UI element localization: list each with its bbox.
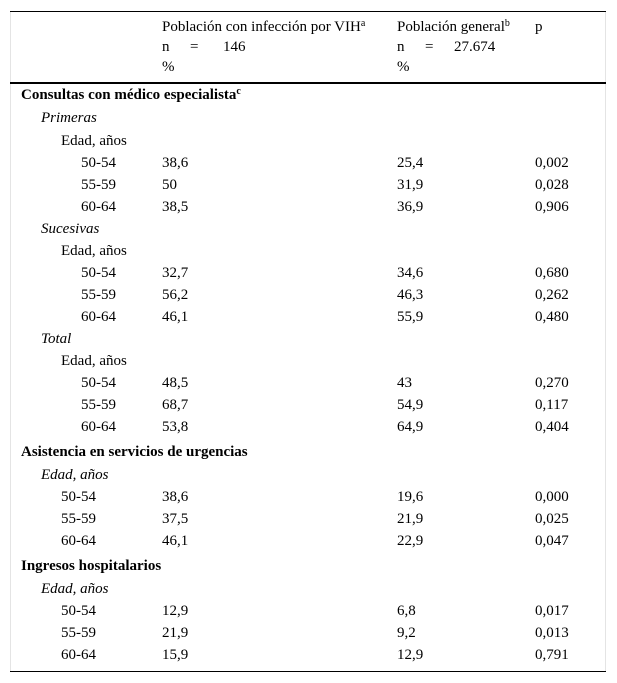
row-age: 50-54 [61, 603, 96, 619]
group-label: Edad, años [61, 133, 127, 149]
row-p: 0,017 [535, 603, 569, 619]
row-age: 50-54 [61, 489, 96, 505]
group-label: Edad, años [61, 243, 127, 259]
row-age: 55-59 [61, 511, 96, 527]
row-vih: 68,7 [162, 397, 189, 413]
row-p: 0,028 [535, 177, 569, 193]
header-col-general-n-value: 27.674 [454, 39, 496, 55]
row-general: 46,3 [397, 287, 424, 303]
group-label: Edad, años [41, 467, 109, 483]
subsection-title: Primeras [41, 110, 97, 126]
header-col-vih-sup: a [360, 18, 366, 29]
row-vih: 32,7 [162, 265, 189, 281]
row-general: 43 [397, 375, 412, 391]
header-col-vih-n-value: 146 [223, 39, 246, 55]
row-vih: 48,5 [162, 375, 189, 391]
row-vih: 46,1 [162, 533, 189, 549]
row-general: 9,2 [397, 625, 416, 641]
row-general: 34,6 [397, 265, 424, 281]
row-age: 50-54 [81, 375, 116, 391]
row-general: 64,9 [397, 419, 424, 435]
row-age: 60-64 [61, 533, 96, 549]
row-p: 0,000 [535, 489, 569, 505]
row-p: 0,791 [535, 647, 569, 663]
row-age: 60-64 [81, 199, 116, 215]
row-vih: 21,9 [162, 625, 189, 641]
row-age: 60-64 [81, 419, 116, 435]
header-col-general-n-label: n [397, 39, 405, 55]
header-col-general-unit: % [397, 59, 410, 75]
row-vih: 15,9 [162, 647, 189, 663]
header-col-vih-eq: = [190, 39, 199, 55]
section-title-ingresos: Ingresos hospitalarios [21, 558, 162, 574]
subsection-title: Total [41, 331, 72, 347]
section-title-text: Consultas con médico especialista [21, 87, 237, 103]
row-p: 0,262 [535, 287, 569, 303]
row-p: 0,906 [535, 199, 569, 215]
row-age: 50-54 [81, 265, 116, 281]
row-age: 60-64 [61, 647, 96, 663]
row-vih: 50 [162, 177, 177, 193]
row-p: 0,047 [535, 533, 569, 549]
row-p: 0,013 [535, 625, 569, 641]
table-header-rule [10, 82, 606, 84]
row-general: 54,9 [397, 397, 424, 413]
row-p: 0,002 [535, 155, 569, 171]
header-col-general-sup: b [504, 18, 510, 29]
row-vih: 38,6 [162, 489, 189, 505]
subsection-title: Sucesivas [41, 221, 100, 237]
row-p: 0,270 [535, 375, 569, 391]
row-general: 55,9 [397, 309, 424, 325]
row-vih: 12,9 [162, 603, 189, 619]
row-age: 55-59 [81, 287, 116, 303]
section-title-consultas [21, 86, 241, 104]
row-age: 60-64 [81, 309, 116, 325]
group-label: Edad, años [61, 353, 127, 369]
row-vih: 38,6 [162, 155, 189, 171]
header-col-general-eq: = [425, 39, 434, 55]
row-vih: 56,2 [162, 287, 189, 303]
row-vih: 53,8 [162, 419, 189, 435]
row-vih: 38,5 [162, 199, 189, 215]
row-general: 6,8 [397, 603, 416, 619]
header-col-vih-unit: % [162, 59, 175, 75]
row-age: 50-54 [81, 155, 116, 171]
row-vih: 37,5 [162, 511, 189, 527]
table-bottom-rule [10, 671, 606, 672]
row-general: 31,9 [397, 177, 424, 193]
header-col-p: p [535, 19, 543, 35]
row-age: 55-59 [81, 397, 116, 413]
table-top-rule [10, 11, 606, 12]
header-col-vih-title: Población con infección por VIH [162, 19, 361, 35]
header-col-vih-n-label: n [162, 39, 170, 55]
section-title-urgencias: Asistencia en servicios de urgencias [21, 444, 248, 460]
row-p: 0,404 [535, 419, 569, 435]
row-p: 0,117 [535, 397, 569, 413]
group-label: Edad, años [41, 581, 109, 597]
header-col-general-title: Población general [397, 19, 505, 35]
row-general: 21,9 [397, 511, 424, 527]
section-title-sup: c [236, 86, 241, 97]
header-col-general [397, 17, 510, 77]
row-p: 0,480 [535, 309, 569, 325]
row-general: 22,9 [397, 533, 424, 549]
row-age: 55-59 [61, 625, 96, 641]
row-p: 0,025 [535, 511, 569, 527]
header-col-vih [162, 17, 365, 77]
row-general: 12,9 [397, 647, 424, 663]
row-general: 19,6 [397, 489, 424, 505]
row-general: 25,4 [397, 155, 424, 171]
row-vih: 46,1 [162, 309, 189, 325]
row-p: 0,680 [535, 265, 569, 281]
row-age: 55-59 [81, 177, 116, 193]
row-general: 36,9 [397, 199, 424, 215]
